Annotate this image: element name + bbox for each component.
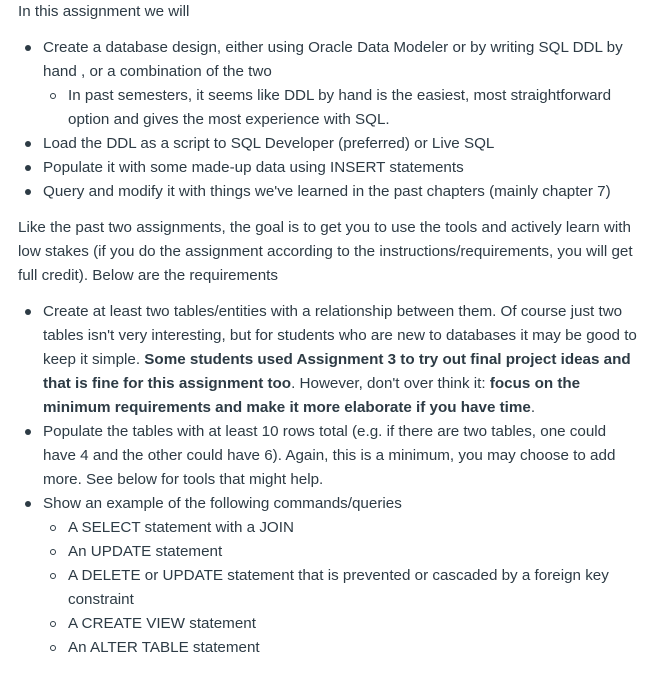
sub-list-item-text: A SELECT statement with a JOIN xyxy=(68,519,294,536)
list-item xyxy=(18,180,640,204)
sub-list-item xyxy=(43,612,640,636)
requirements-list xyxy=(18,300,640,660)
sub-list xyxy=(43,84,640,132)
sub-list-item xyxy=(43,516,640,540)
list-item-text: Create at least two tables/entities with a relationship between them. Of course just two tables isn't very interesting, but for students who are new to databases it may be good to keep it simple. xyxy=(43,303,637,368)
sub-list-item xyxy=(43,636,640,660)
sub-list xyxy=(43,516,640,660)
sub-list-item-text: A DELETE or UPDATE statement that is prevented or cascaded by a foreign key constraint xyxy=(68,567,609,608)
bold-text: focus on the minimum requirements and make it more elaborate if you have time xyxy=(43,375,581,416)
sub-list-item xyxy=(43,564,640,612)
goal-paragraph: Like the past two assignments, the goal is to get you to use the tools and actively learn with low stakes (if you do the assignment according to the instructions/requirements, you will get full credit). Below are the requirements xyxy=(18,219,633,284)
list-item-text: Query and modify it with things we've learned in the past chapters (mainly chapter 7) xyxy=(43,183,611,200)
list-item-text: Populate it with some made-up data using INSERT statements xyxy=(43,159,464,176)
list-item-text: Populate the tables with at least 10 rows total (e.g. if there are two tables, one could have 4 and the other could have 6). Again, this is a minimum, you may choose to add more. See below for tools that might help. xyxy=(43,423,616,488)
intro-text: In this assignment we will xyxy=(18,3,190,20)
list-item-text: . However, don't over think it: xyxy=(291,375,490,392)
list-item xyxy=(18,156,640,180)
goals-list xyxy=(18,36,640,204)
list-item xyxy=(18,420,640,492)
sub-list-item-text: An ALTER TABLE statement xyxy=(68,639,260,656)
sub-list-item xyxy=(43,84,640,132)
list-item-text: Create a database design, either using Oracle Data Modeler or by writing SQL DDL by hand , or a combination of the two xyxy=(43,39,623,80)
list-item xyxy=(18,300,640,420)
bold-text: Some students used Assignment 3 to try out final project ideas and that is fine for this assignment too xyxy=(43,351,631,392)
sub-list-item-text: A CREATE VIEW statement xyxy=(68,615,256,632)
list-item-text: Load the DDL as a script to SQL Developer (preferred) or Live SQL xyxy=(43,135,495,152)
sub-list-item xyxy=(43,540,640,564)
sub-list-item-text: In past semesters, it seems like DDL by hand is the easiest, most straightforward option and gives the most experience with SQL. xyxy=(68,87,612,128)
list-item xyxy=(18,132,640,156)
list-item xyxy=(18,492,640,660)
list-item xyxy=(18,36,640,132)
sub-list-item-text: An UPDATE statement xyxy=(68,543,223,560)
list-item-text: Show an example of the following commands/queries xyxy=(43,495,402,512)
list-item-text: . xyxy=(530,399,536,416)
